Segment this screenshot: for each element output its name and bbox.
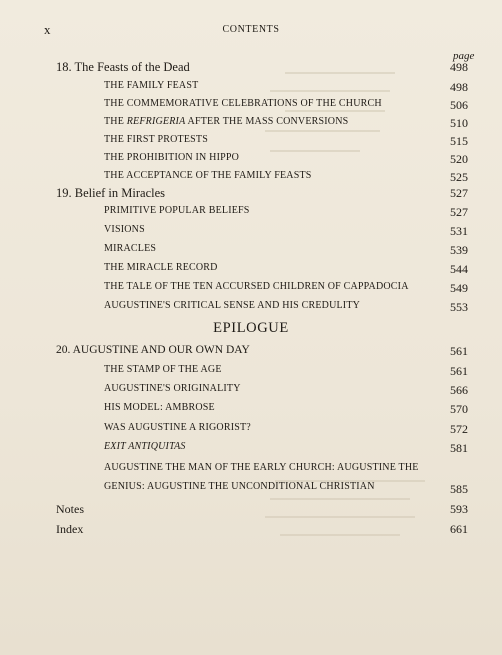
toc-section: THE PROHIBITION IN HIPPO 520	[104, 152, 468, 166]
chapter-title: 20. AUGUSTINE AND OUR OWN DAY	[56, 344, 250, 356]
chapter-title: 18. The Feasts of the Dead	[56, 60, 190, 74]
toc-entry-chapter-20	[0, 344, 502, 362]
toc-section: THE MIRACLE RECORD 544	[104, 262, 468, 276]
epilogue-heading: EPILOGUE	[213, 320, 289, 336]
page-ref: 561	[450, 344, 468, 358]
toc-section: AUGUSTINE'S ORIGINALITY 566	[104, 383, 468, 397]
chapter-title: 19. Belief in Miracles	[56, 186, 165, 200]
toc-section: THE FAMILY FEAST 498	[104, 80, 468, 94]
toc-section: HIS MODEL: AMBROSE 570	[104, 402, 468, 416]
page-ref: 527	[450, 186, 468, 200]
toc-section: AUGUSTINE'S CRITICAL SENSE AND HIS CREDULITY 553	[104, 300, 468, 314]
toc-section: MIRACLES 539	[104, 243, 468, 257]
toc-section: THE COMMEMORATIVE CELEBRATIONS OF THE CHURCH 506	[104, 98, 468, 112]
toc-section: THE REFRIGERIA AFTER THE MASS CONVERSIONS 510	[104, 116, 468, 130]
toc-entry-chapter-18	[0, 60, 502, 78]
toc-section: THE ACCEPTANCE OF THE FAMILY FEASTS 525	[104, 170, 468, 184]
toc-entry-chapter-19	[0, 186, 502, 204]
toc-section: THE TALE OF THE TEN ACCURSED CHILDREN OF CAPPADOCIA 549	[104, 281, 468, 295]
toc-section: THE STAMP OF THE AGE 561	[104, 364, 468, 378]
toc-entry-index: Index 661	[56, 522, 468, 536]
toc-section: PRIMITIVE POPULAR BELIEFS 527	[104, 205, 468, 219]
toc-section: WAS AUGUSTINE A RIGORIST? 572	[104, 422, 468, 436]
page-ref: 498	[450, 60, 468, 74]
toc-section: VISIONS 531	[104, 224, 468, 238]
toc-section: EXIT ANTIQUITAS 581	[104, 441, 468, 455]
running-head: CONTENTS	[222, 24, 280, 35]
page-column-label: page	[453, 50, 475, 62]
toc-section: THE FIRST PROTESTS 515	[104, 134, 468, 148]
toc-entry-notes: Notes 593	[56, 502, 468, 516]
page-number: x	[44, 22, 51, 37]
toc-section: AUGUSTINE THE MAN OF THE EARLY CHURCH: AUGUSTINE THE GENIUS: AUGUSTINE THE UNCONDITIONAL CHRISTIAN 585	[104, 462, 468, 496]
